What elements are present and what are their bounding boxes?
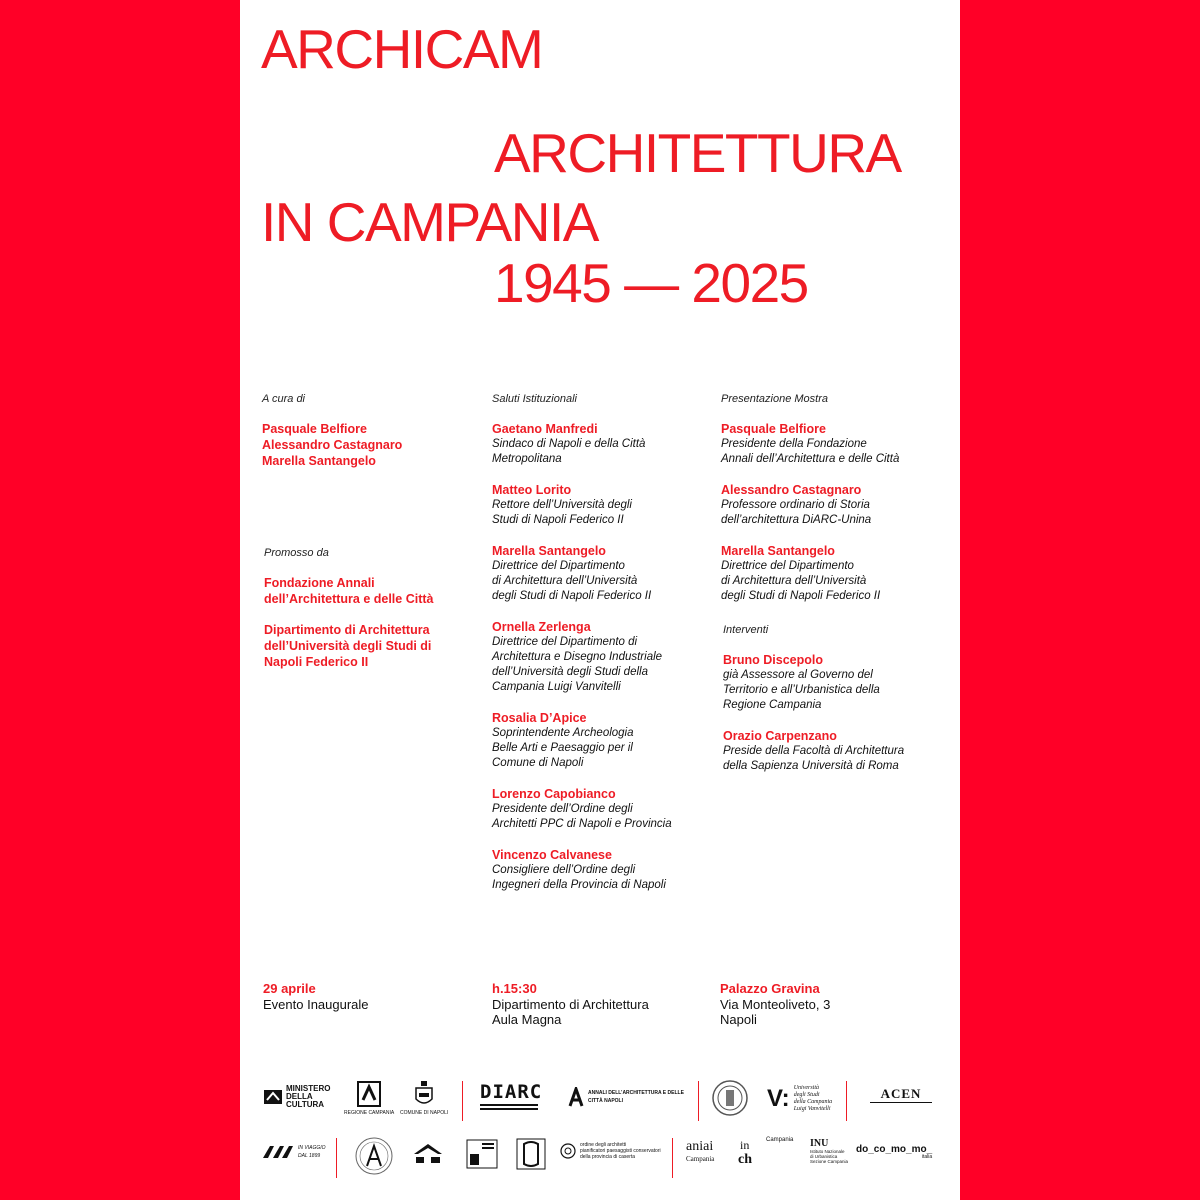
presentazione-entry: [721, 543, 951, 604]
svg-text:in: in: [740, 1138, 750, 1152]
ministero-line: DELLA: [286, 1092, 313, 1101]
seal-a-icon: [354, 1136, 394, 1176]
event-date-head: 29 aprile: [263, 981, 316, 996]
inu-line: Sezione Campania: [810, 1159, 849, 1164]
person-role-line: Regione Campania: [723, 699, 822, 711]
person-role-line: Direttrice del Dipartimento: [492, 560, 625, 572]
inviaggio-line: DAL 1899: [298, 1153, 321, 1159]
person-name: Orazio Carpenzano: [723, 729, 837, 743]
title-in-campania: IN CAMPANIA: [261, 191, 598, 253]
event-date-line: Evento Inaugurale: [263, 996, 369, 1012]
acen-logo: [870, 1087, 932, 1103]
ministero-line: MINISTERO: [286, 1084, 331, 1093]
vanvitelli-line: degli Studi: [793, 1092, 820, 1098]
regione-logo: [344, 1081, 394, 1117]
presentazione-column: [721, 392, 951, 619]
person-name: Rosalia D’Apice: [492, 711, 587, 725]
person-name: Marella Santangelo: [721, 544, 835, 558]
person-role-line: Architetti PPC di Napoli e Provincia: [492, 818, 672, 830]
event-place-head: Palazzo Gravina: [720, 981, 820, 996]
event-time-line: Aula Magna: [492, 1012, 562, 1027]
person-name: Matteo Lorito: [492, 483, 572, 497]
vanvitelli-v-icon: V:: [767, 1085, 790, 1112]
person-role-line: già Assessore al Governo del: [723, 669, 873, 681]
docomomo-text: do_co_mo_mo_: [856, 1144, 933, 1155]
regione-text: REGIONE CAMPANIA: [344, 1110, 395, 1116]
person-role-line: Presidente della Fondazione: [721, 438, 867, 450]
person-role-line: Ingegneri della Provincia di Napoli: [492, 879, 666, 891]
person-role-line: Belle Arti e Paesaggio per il: [492, 742, 633, 754]
promoter-line: dell’Università degli Studi di: [264, 639, 432, 653]
diarc-text: DIARC: [480, 1081, 543, 1103]
saluti-entry: [492, 543, 707, 604]
event-time-line: Dipartimento di Architettura: [492, 996, 649, 1012]
event-place-line: Via Monteoliveto, 3: [720, 996, 831, 1012]
ordine-napoli-icon: [466, 1139, 498, 1169]
ordine-caserta-icon: [560, 1143, 576, 1159]
person-role-line: Preside della Facoltà di Architettura: [723, 745, 905, 757]
aniai-logo: [686, 1140, 714, 1163]
presentazione-entry: [721, 421, 951, 467]
person-role-line: Direttrice del Dipartimento: [721, 560, 854, 572]
person-name: Marella Santangelo: [492, 544, 606, 558]
person-role-line: Consigliere dell’Ordine degli: [492, 864, 636, 876]
ordine-caserta-logo: [560, 1142, 661, 1160]
saluti-entry: [492, 421, 707, 467]
logos-row-2: [240, 1134, 960, 1182]
person-name: Lorenzo Capobianco: [492, 787, 616, 801]
ministero-icon: [264, 1088, 282, 1106]
inu-line: di Urbanistica: [810, 1154, 838, 1159]
person-role-line: di Architettura dell’Università: [492, 575, 638, 587]
person-role-line: Territorio e all’Urbanistica della: [723, 684, 880, 696]
vanvitelli-line: Università: [793, 1085, 820, 1091]
curatori-column: [262, 392, 472, 469]
inviaggio-logo: [262, 1144, 326, 1160]
saluti-entry: [492, 619, 707, 695]
person-role-line: Annali dell’Architettura e delle Città: [721, 453, 900, 465]
saluti-column: [492, 392, 707, 908]
poster: [240, 0, 960, 1200]
comune-crest-icon: [414, 1081, 434, 1107]
person-role-line: dell’architettura DiARC-Unina: [721, 514, 872, 526]
saluti-entry: [492, 847, 707, 893]
person-role-line: Comune di Napoli: [492, 757, 584, 769]
inu-text: INU: [810, 1138, 829, 1149]
ordine-caserta-line: pianificatori paesaggisti conservatori: [580, 1148, 661, 1154]
ministero-line: CULTURA: [286, 1100, 325, 1109]
diarc-sub-line: [480, 1108, 538, 1110]
presentazione-label: Presentazione Mostra: [721, 393, 828, 405]
vanvitelli-seal-icon: [712, 1080, 748, 1116]
ordine-napoli-logo: [466, 1139, 498, 1169]
docomomo-logo: [856, 1144, 932, 1160]
inviaggio-icon: [262, 1144, 294, 1160]
diarc-logo: [480, 1083, 542, 1110]
ordine-caserta-line: della provincia di caserta: [580, 1154, 636, 1160]
curatori-label: A cura di: [262, 393, 306, 405]
promoter: [264, 575, 474, 607]
person-role-line: Rettore dell’Università degli: [492, 499, 632, 511]
seal-a-logo: [354, 1136, 394, 1176]
annali-logo: [568, 1087, 698, 1107]
person-name: Pasquale Belfiore: [721, 422, 826, 436]
promoter-line: Napoli Federico II: [264, 655, 369, 669]
person-role-line: Soprintendente Archeologia: [492, 727, 634, 739]
roof-logo: [412, 1142, 444, 1164]
person-role-line: degli Studi di Napoli Federico II: [492, 590, 652, 602]
promosso-column: [264, 546, 474, 685]
person-role-line: Direttrice del Dipartimento di: [492, 636, 638, 648]
comune-logo: [400, 1081, 448, 1117]
person-role-line: Architettura e Disegno Industriale: [492, 651, 663, 663]
logo-separator: [336, 1138, 337, 1178]
comune-text: COMUNE DI NAPOLI: [400, 1110, 449, 1116]
person-role-line: degli Studi di Napoli Federico II: [721, 590, 881, 602]
person-role-line: Professore ordinario di Storia: [721, 499, 870, 511]
person-role-line: della Sapienza Università di Roma: [723, 760, 899, 772]
logo-separator: [698, 1081, 699, 1121]
saluti-entry: [492, 710, 707, 771]
inviaggio-line: IN VIAGGIO: [298, 1145, 326, 1151]
vanvitelli-logo: [767, 1085, 832, 1113]
person-name: Bruno Discepolo: [723, 653, 824, 667]
promoter-line: dell’Architettura e delle Città: [264, 592, 434, 606]
ordine-ingegneri-logo: [516, 1138, 546, 1170]
curatore-name: Marella Santangelo: [262, 454, 376, 468]
inarch-icon: [738, 1136, 762, 1166]
curatore-name: Pasquale Belfiore: [262, 422, 367, 436]
ordine-caserta-line: ordine degli architetti: [580, 1142, 627, 1148]
regione-emblem-icon: [357, 1081, 381, 1107]
docomomo-sub: italia: [921, 1154, 933, 1160]
logo-separator: [672, 1138, 673, 1178]
interventi-entry: [723, 652, 953, 713]
saluti-entry: [492, 482, 707, 528]
aniai-sub: Campania: [686, 1155, 715, 1163]
acen-text: ACEN: [880, 1086, 922, 1101]
person-name: Gaetano Manfredi: [492, 422, 598, 436]
diarc-sub-line: [480, 1104, 538, 1106]
ordine-ingegneri-icon: [516, 1138, 546, 1170]
title-years: 1945 — 2025: [494, 252, 808, 314]
promoter: [264, 622, 474, 670]
event-time: [492, 981, 649, 1028]
title-architettura: ARCHITETTURA: [494, 122, 901, 184]
ministero-logo: [264, 1085, 330, 1109]
saluti-label: Saluti Istituzionali: [492, 393, 577, 405]
person-role-line: Campania Luigi Vanvitelli: [492, 681, 621, 693]
person-name: Ornella Zerlenga: [492, 620, 591, 634]
svg-text:ch: ch: [738, 1152, 752, 1166]
event-place-line: Napoli: [720, 1012, 757, 1027]
interventi-label: Interventi: [723, 624, 769, 636]
inarch-text: Campania: [766, 1137, 794, 1143]
promoter-line: Dipartimento di Architettura: [264, 623, 430, 637]
vanvitelli-seal-logo: [712, 1080, 748, 1116]
promosso-label: Promosso da: [264, 547, 329, 559]
person-name: Alessandro Castagnaro: [721, 483, 862, 497]
logo-separator: [846, 1081, 847, 1121]
title-archicam: ARCHICAM: [261, 18, 543, 80]
saluti-entry: [492, 786, 707, 832]
person-role-line: Sindaco di Napoli e della Città: [492, 438, 646, 450]
person-role-line: di Architettura dell’Università: [721, 575, 867, 587]
event-place: [720, 981, 830, 1028]
promoter-line: Fondazione Annali: [264, 576, 375, 590]
logo-separator: [462, 1081, 463, 1121]
person-role-line: dell’Università degli Studi della: [492, 666, 648, 678]
interventi-entry: [723, 728, 953, 774]
logos-row-1: [240, 1077, 960, 1125]
person-role-line: Presidente dell’Ordine degli: [492, 803, 633, 815]
person-name: Vincenzo Calvanese: [492, 848, 612, 862]
person-role-line: Studi di Napoli Federico II: [492, 514, 624, 526]
event-date: [263, 981, 369, 1012]
vanvitelli-line: della Campania: [793, 1099, 833, 1105]
inu-logo: [810, 1138, 848, 1164]
inarch-logo: [738, 1136, 793, 1166]
aniai-text: aniai: [686, 1139, 714, 1154]
event-time-head: h.15:30: [492, 981, 537, 996]
vanvitelli-line: Luigi Vanvitelli: [793, 1106, 831, 1112]
person-role-line: Metropolitana: [492, 453, 562, 465]
inu-line: Istituto Nazionale: [810, 1149, 845, 1154]
annali-text: ANNALI DELL’ARCHITETTURA E DELLE CITTÀ NAPOLI: [588, 1090, 684, 1104]
interventi-column: [723, 623, 953, 789]
roof-house-icon: [412, 1142, 444, 1164]
curatore-name: Alessandro Castagnaro: [262, 438, 403, 452]
annali-a-icon: [568, 1087, 584, 1107]
presentazione-entry: [721, 482, 951, 528]
acen-sub-line: [870, 1102, 932, 1103]
